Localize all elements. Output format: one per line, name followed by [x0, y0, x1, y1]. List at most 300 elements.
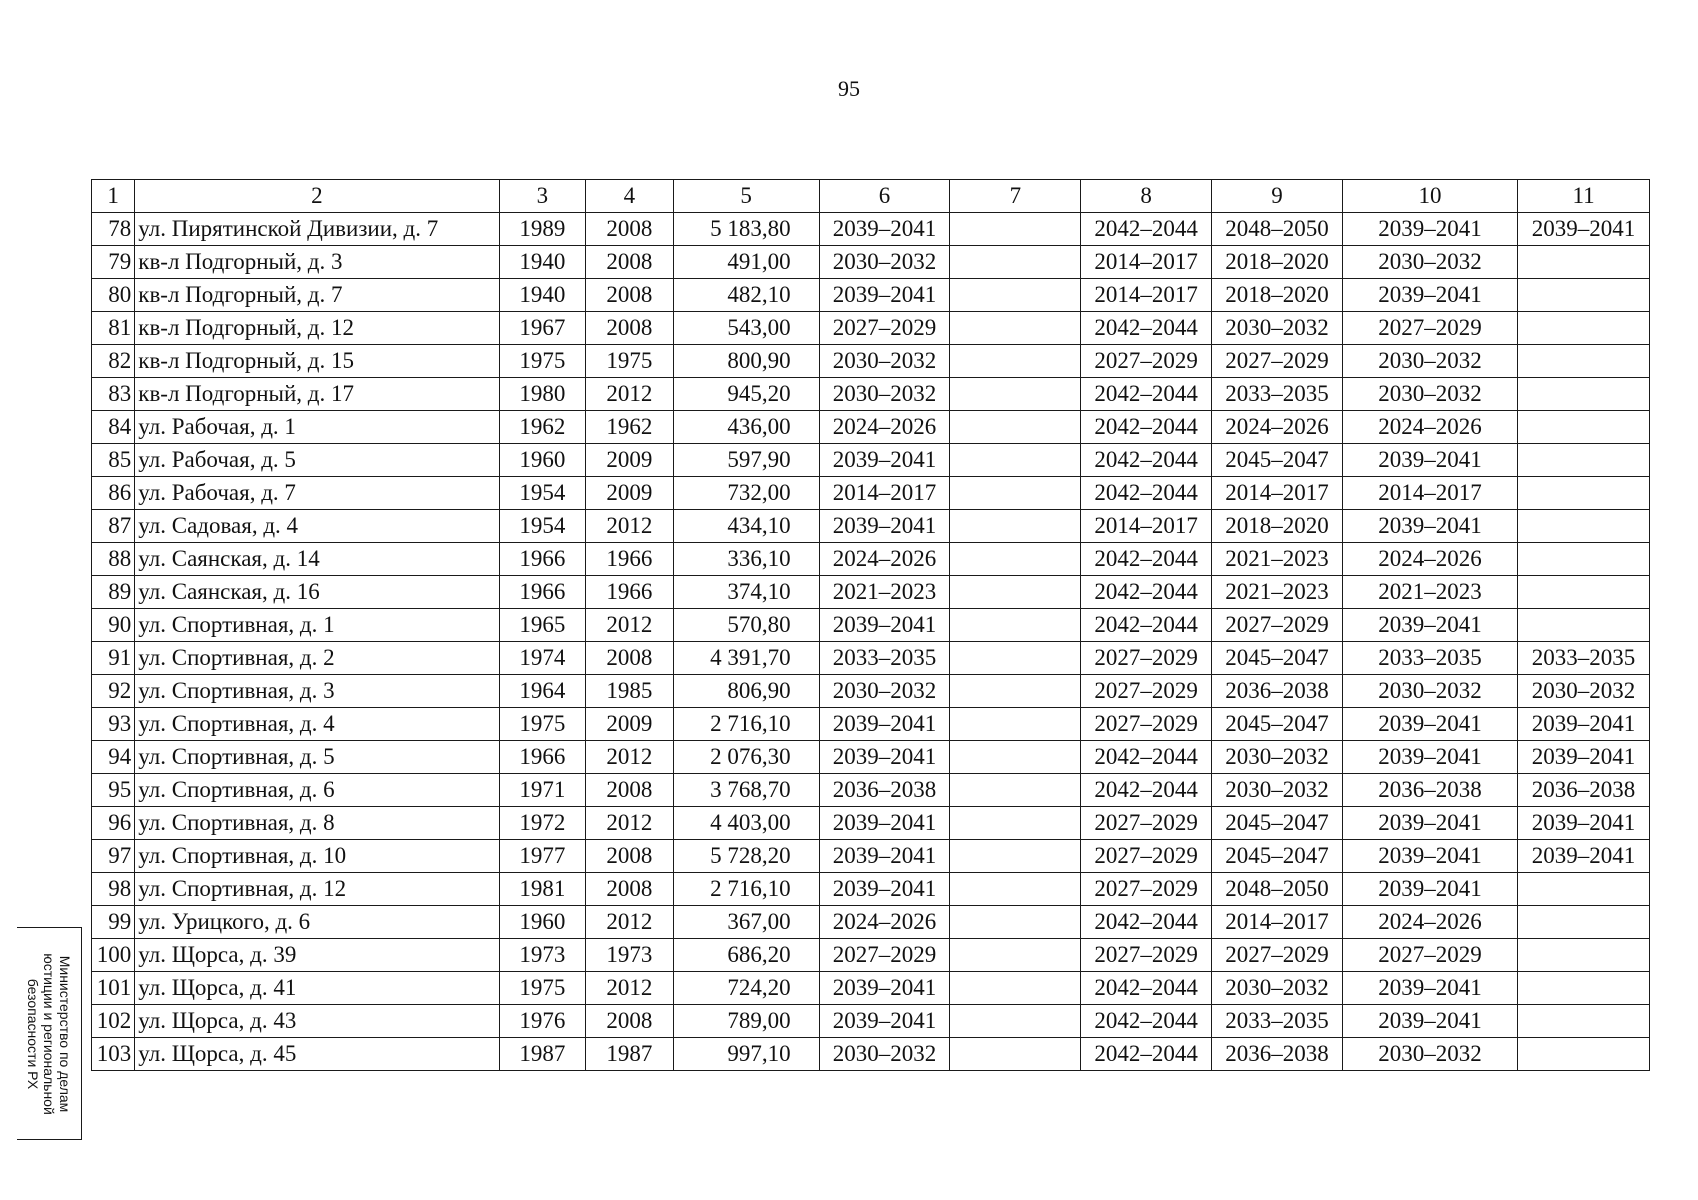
cell-year-registered: 1987 — [586, 1038, 674, 1071]
cell-year-built: 1975 — [499, 972, 586, 1005]
cell-year-built: 1965 — [499, 609, 586, 642]
cell-col-8: 2027–2029 — [1081, 345, 1212, 378]
cell-row-number: 80 — [92, 279, 135, 312]
cell-row-number: 98 — [92, 873, 135, 906]
cell-col-11 — [1518, 576, 1650, 609]
cell-area: 436,00 — [673, 411, 819, 444]
cell-year-built: 1976 — [499, 1005, 586, 1038]
cell-year-built: 1962 — [499, 411, 586, 444]
cell-row-number: 78 — [92, 213, 135, 246]
cell-col-8: 2042–2044 — [1081, 576, 1212, 609]
cell-col-8: 2042–2044 — [1081, 906, 1212, 939]
cell-col-9: 2045–2047 — [1212, 807, 1343, 840]
cell-col-10: 2039–2041 — [1342, 609, 1517, 642]
cell-year-registered: 2008 — [586, 642, 674, 675]
cell-col-11 — [1518, 1038, 1650, 1071]
table-row — [92, 906, 1650, 939]
cell-year-registered: 2012 — [586, 807, 674, 840]
cell-col-7 — [950, 906, 1081, 939]
table-row — [92, 873, 1650, 906]
cell-year-built: 1966 — [499, 576, 586, 609]
cell-year-registered: 2008 — [586, 774, 674, 807]
cell-year-registered: 2012 — [586, 378, 674, 411]
cell-year-built: 1966 — [499, 741, 586, 774]
cell-col-7 — [950, 1038, 1081, 1071]
cell-area: 543,00 — [673, 312, 819, 345]
cell-col-11 — [1518, 972, 1650, 1005]
cell-col-7 — [950, 1005, 1081, 1038]
cell-row-number: 84 — [92, 411, 135, 444]
cell-year-built: 1967 — [499, 312, 586, 345]
table-row — [92, 345, 1650, 378]
column-header-7: 7 — [950, 180, 1081, 213]
cell-row-number: 94 — [92, 741, 135, 774]
cell-year-built: 1975 — [499, 345, 586, 378]
cell-col-10: 2033–2035 — [1342, 642, 1517, 675]
cell-col-6: 2039–2041 — [819, 972, 950, 1005]
cell-year-registered: 2008 — [586, 312, 674, 345]
cell-year-registered: 2008 — [586, 279, 674, 312]
table-header — [92, 180, 1650, 213]
cell-year-registered: 1975 — [586, 345, 674, 378]
cell-year-built: 1960 — [499, 906, 586, 939]
column-header-6: 6 — [819, 180, 950, 213]
cell-address: ул. Щорса, д. 43 — [135, 1005, 499, 1038]
cell-col-6: 2039–2041 — [819, 444, 950, 477]
cell-col-11: 2039–2041 — [1518, 807, 1650, 840]
cell-row-number: 83 — [92, 378, 135, 411]
cell-col-7 — [950, 840, 1081, 873]
stamp-line: Министерство по делам — [57, 955, 73, 1112]
cell-col-8: 2042–2044 — [1081, 411, 1212, 444]
cell-col-11 — [1518, 939, 1650, 972]
cell-col-11 — [1518, 609, 1650, 642]
table-row — [92, 675, 1650, 708]
cell-year-built: 1980 — [499, 378, 586, 411]
table-row — [92, 807, 1650, 840]
cell-col-9: 2014–2017 — [1212, 477, 1343, 510]
cell-area: 5 183,80 — [673, 213, 819, 246]
cell-col-7 — [950, 477, 1081, 510]
cell-col-9: 2018–2020 — [1212, 510, 1343, 543]
cell-year-built: 1940 — [499, 246, 586, 279]
cell-col-8: 2042–2044 — [1081, 378, 1212, 411]
cell-area: 806,90 — [673, 675, 819, 708]
cell-year-built: 1966 — [499, 543, 586, 576]
cell-year-registered: 2009 — [586, 444, 674, 477]
cell-col-7 — [950, 213, 1081, 246]
cell-year-built: 1971 — [499, 774, 586, 807]
cell-row-number: 97 — [92, 840, 135, 873]
column-header-4: 4 — [586, 180, 674, 213]
cell-address: кв-л Подгорный, д. 15 — [135, 345, 499, 378]
cell-row-number: 102 — [92, 1005, 135, 1038]
cell-col-7 — [950, 312, 1081, 345]
cell-col-7 — [950, 345, 1081, 378]
cell-col-11: 2033–2035 — [1518, 642, 1650, 675]
cell-col-10: 2030–2032 — [1342, 246, 1517, 279]
cell-row-number: 101 — [92, 972, 135, 1005]
cell-row-number: 100 — [92, 939, 135, 972]
table-row — [92, 378, 1650, 411]
cell-col-8: 2042–2044 — [1081, 1038, 1212, 1071]
table-row — [92, 774, 1650, 807]
cell-year-registered: 2009 — [586, 708, 674, 741]
cell-col-11 — [1518, 411, 1650, 444]
column-header-8: 8 — [1081, 180, 1212, 213]
cell-col-8: 2027–2029 — [1081, 642, 1212, 675]
cell-col-8: 2042–2044 — [1081, 972, 1212, 1005]
cell-col-7 — [950, 543, 1081, 576]
cell-col-7 — [950, 246, 1081, 279]
cell-col-6: 2039–2041 — [819, 708, 950, 741]
header-row — [92, 180, 1650, 213]
cell-col-9: 2030–2032 — [1212, 312, 1343, 345]
cell-col-10: 2024–2026 — [1342, 543, 1517, 576]
cell-address: ул. Пирятинской Дивизии, д. 7 — [135, 213, 499, 246]
cell-col-9: 2027–2029 — [1212, 345, 1343, 378]
cell-col-9: 2014–2017 — [1212, 906, 1343, 939]
table-row — [92, 1038, 1650, 1071]
cell-area: 2 716,10 — [673, 873, 819, 906]
cell-col-8: 2042–2044 — [1081, 312, 1212, 345]
cell-col-6: 2039–2041 — [819, 741, 950, 774]
cell-area: 945,20 — [673, 378, 819, 411]
cell-col-10: 2039–2041 — [1342, 741, 1517, 774]
table-row — [92, 411, 1650, 444]
cell-col-6: 2027–2029 — [819, 312, 950, 345]
cell-col-8: 2042–2044 — [1081, 609, 1212, 642]
cell-col-6: 2030–2032 — [819, 1038, 950, 1071]
cell-year-registered: 1985 — [586, 675, 674, 708]
cell-year-registered: 2009 — [586, 477, 674, 510]
cell-address: ул. Урицкого, д. 6 — [135, 906, 499, 939]
table-row — [92, 840, 1650, 873]
cell-col-7 — [950, 510, 1081, 543]
cell-col-9: 2036–2038 — [1212, 675, 1343, 708]
cell-col-11 — [1518, 312, 1650, 345]
cell-col-11 — [1518, 873, 1650, 906]
cell-col-11 — [1518, 1005, 1650, 1038]
cell-col-6: 2030–2032 — [819, 675, 950, 708]
ministry-stamp — [17, 927, 82, 1140]
cell-address: ул. Саянская, д. 16 — [135, 576, 499, 609]
table-row — [92, 741, 1650, 774]
cell-row-number: 82 — [92, 345, 135, 378]
cell-year-registered: 2008 — [586, 1005, 674, 1038]
cell-col-8: 2027–2029 — [1081, 708, 1212, 741]
cell-area: 686,20 — [673, 939, 819, 972]
cell-col-10: 2039–2041 — [1342, 807, 1517, 840]
cell-address: кв-л Подгорный, д. 17 — [135, 378, 499, 411]
column-header-11: 11 — [1518, 180, 1650, 213]
cell-col-6: 2027–2029 — [819, 939, 950, 972]
cell-address: ул. Щорса, д. 41 — [135, 972, 499, 1005]
cell-area: 724,20 — [673, 972, 819, 1005]
column-header-1: 1 — [92, 180, 135, 213]
cell-year-registered: 1966 — [586, 576, 674, 609]
cell-col-10: 2039–2041 — [1342, 213, 1517, 246]
cell-row-number: 89 — [92, 576, 135, 609]
cell-col-8: 2042–2044 — [1081, 543, 1212, 576]
table-row — [92, 312, 1650, 345]
cell-area: 491,00 — [673, 246, 819, 279]
cell-col-7 — [950, 972, 1081, 1005]
cell-col-10: 2027–2029 — [1342, 939, 1517, 972]
cell-area: 2 716,10 — [673, 708, 819, 741]
cell-col-11 — [1518, 279, 1650, 312]
cell-area: 789,00 — [673, 1005, 819, 1038]
cell-col-11 — [1518, 444, 1650, 477]
cell-area: 374,10 — [673, 576, 819, 609]
cell-col-6: 2039–2041 — [819, 510, 950, 543]
table-row — [92, 576, 1650, 609]
cell-year-built: 1954 — [499, 477, 586, 510]
cell-row-number: 96 — [92, 807, 135, 840]
cell-col-6: 2039–2041 — [819, 609, 950, 642]
cell-col-7 — [950, 675, 1081, 708]
cell-col-10: 2030–2032 — [1342, 1038, 1517, 1071]
cell-area: 3 768,70 — [673, 774, 819, 807]
cell-year-registered: 2012 — [586, 741, 674, 774]
cell-col-10: 2039–2041 — [1342, 873, 1517, 906]
cell-col-7 — [950, 774, 1081, 807]
cell-col-11 — [1518, 378, 1650, 411]
cell-address: ул. Спортивная, д. 12 — [135, 873, 499, 906]
cell-col-11: 2039–2041 — [1518, 741, 1650, 774]
cell-year-registered: 2012 — [586, 972, 674, 1005]
cell-address: ул. Спортивная, д. 10 — [135, 840, 499, 873]
cell-col-9: 2033–2035 — [1212, 378, 1343, 411]
cell-col-6: 2021–2023 — [819, 576, 950, 609]
cell-col-10: 2024–2026 — [1342, 906, 1517, 939]
table-row — [92, 477, 1650, 510]
cell-address: ул. Рабочая, д. 5 — [135, 444, 499, 477]
cell-col-6: 2039–2041 — [819, 873, 950, 906]
cell-col-10: 2021–2023 — [1342, 576, 1517, 609]
cell-col-6: 2030–2032 — [819, 246, 950, 279]
cell-row-number: 93 — [92, 708, 135, 741]
cell-col-11 — [1518, 543, 1650, 576]
cell-year-built: 1972 — [499, 807, 586, 840]
cell-col-9: 2021–2023 — [1212, 543, 1343, 576]
cell-col-6: 2039–2041 — [819, 807, 950, 840]
table-row — [92, 972, 1650, 1005]
cell-col-8: 2027–2029 — [1081, 939, 1212, 972]
cell-year-registered: 1973 — [586, 939, 674, 972]
cell-area: 570,80 — [673, 609, 819, 642]
cell-col-8: 2042–2044 — [1081, 774, 1212, 807]
cell-col-10: 2024–2026 — [1342, 411, 1517, 444]
cell-col-11: 2039–2041 — [1518, 708, 1650, 741]
cell-year-built: 1954 — [499, 510, 586, 543]
cell-col-9: 2045–2047 — [1212, 708, 1343, 741]
cell-year-registered: 2008 — [586, 246, 674, 279]
cell-col-8: 2027–2029 — [1081, 873, 1212, 906]
cell-address: ул. Спортивная, д. 5 — [135, 741, 499, 774]
table-row — [92, 444, 1650, 477]
cell-year-built: 1940 — [499, 279, 586, 312]
cell-row-number: 95 — [92, 774, 135, 807]
cell-year-registered: 2012 — [586, 510, 674, 543]
cell-col-6: 2039–2041 — [819, 279, 950, 312]
cell-area: 800,90 — [673, 345, 819, 378]
table-row — [92, 609, 1650, 642]
cell-col-6: 2036–2038 — [819, 774, 950, 807]
cell-year-built: 1989 — [499, 213, 586, 246]
cell-col-8: 2042–2044 — [1081, 444, 1212, 477]
cell-col-10: 2039–2041 — [1342, 972, 1517, 1005]
cell-col-9: 2027–2029 — [1212, 939, 1343, 972]
table-row — [92, 279, 1650, 312]
stamp-text — [25, 931, 73, 1136]
cell-col-6: 2014–2017 — [819, 477, 950, 510]
cell-col-9: 2021–2023 — [1212, 576, 1343, 609]
cell-col-11 — [1518, 477, 1650, 510]
cell-address: ул. Спортивная, д. 3 — [135, 675, 499, 708]
cell-address: кв-л Подгорный, д. 12 — [135, 312, 499, 345]
cell-col-10: 2027–2029 — [1342, 312, 1517, 345]
cell-col-6: 2033–2035 — [819, 642, 950, 675]
cell-row-number: 90 — [92, 609, 135, 642]
cell-col-7 — [950, 642, 1081, 675]
stamp-line: юстиции и региональной — [41, 952, 57, 1115]
column-header-10: 10 — [1342, 180, 1517, 213]
cell-address: ул. Щорса, д. 45 — [135, 1038, 499, 1071]
cell-area: 482,10 — [673, 279, 819, 312]
cell-col-6: 2030–2032 — [819, 345, 950, 378]
cell-year-built: 1975 — [499, 708, 586, 741]
cell-col-10: 2039–2041 — [1342, 840, 1517, 873]
cell-area: 434,10 — [673, 510, 819, 543]
cell-col-7 — [950, 939, 1081, 972]
cell-col-7 — [950, 378, 1081, 411]
cell-year-registered: 2008 — [586, 873, 674, 906]
cell-address: ул. Саянская, д. 14 — [135, 543, 499, 576]
table-row — [92, 642, 1650, 675]
cell-address: ул. Спортивная, д. 4 — [135, 708, 499, 741]
column-header-5: 5 — [673, 180, 819, 213]
table-row — [92, 510, 1650, 543]
cell-col-11: 2039–2041 — [1518, 213, 1650, 246]
cell-area: 4 403,00 — [673, 807, 819, 840]
cell-col-8: 2042–2044 — [1081, 741, 1212, 774]
cell-col-8: 2027–2029 — [1081, 807, 1212, 840]
column-header-3: 3 — [499, 180, 586, 213]
cell-col-8: 2042–2044 — [1081, 1005, 1212, 1038]
column-header-2: 2 — [135, 180, 499, 213]
cell-row-number: 85 — [92, 444, 135, 477]
cell-year-registered: 2012 — [586, 906, 674, 939]
cell-col-9: 2048–2050 — [1212, 873, 1343, 906]
cell-col-6: 2030–2032 — [819, 378, 950, 411]
cell-row-number: 92 — [92, 675, 135, 708]
cell-col-7 — [950, 708, 1081, 741]
cell-year-built: 1973 — [499, 939, 586, 972]
cell-year-registered: 1966 — [586, 543, 674, 576]
cell-col-9: 2045–2047 — [1212, 840, 1343, 873]
cell-row-number: 88 — [92, 543, 135, 576]
cell-col-10: 2039–2041 — [1342, 279, 1517, 312]
cell-address: ул. Спортивная, д. 1 — [135, 609, 499, 642]
cell-area: 336,10 — [673, 543, 819, 576]
housing-register-table — [91, 179, 1650, 1071]
cell-col-7 — [950, 807, 1081, 840]
table-row — [92, 543, 1650, 576]
cell-col-7 — [950, 741, 1081, 774]
column-header-9: 9 — [1212, 180, 1343, 213]
cell-year-built: 1981 — [499, 873, 586, 906]
cell-col-9: 2018–2020 — [1212, 279, 1343, 312]
cell-col-9: 2036–2038 — [1212, 1038, 1343, 1071]
cell-col-6: 2039–2041 — [819, 213, 950, 246]
cell-year-built: 1987 — [499, 1038, 586, 1071]
cell-year-built: 1960 — [499, 444, 586, 477]
cell-col-9: 2048–2050 — [1212, 213, 1343, 246]
cell-address: ул. Рабочая, д. 7 — [135, 477, 499, 510]
stamp-line: безопасности РХ — [25, 978, 41, 1089]
cell-col-9: 2033–2035 — [1212, 1005, 1343, 1038]
cell-col-6: 2024–2026 — [819, 906, 950, 939]
cell-year-registered: 1962 — [586, 411, 674, 444]
cell-area: 997,10 — [673, 1038, 819, 1071]
cell-col-7 — [950, 411, 1081, 444]
cell-area: 2 076,30 — [673, 741, 819, 774]
cell-col-9: 2024–2026 — [1212, 411, 1343, 444]
table-body — [92, 213, 1650, 1071]
cell-col-7 — [950, 576, 1081, 609]
cell-year-registered: 2008 — [586, 840, 674, 873]
cell-row-number: 99 — [92, 906, 135, 939]
cell-area: 4 391,70 — [673, 642, 819, 675]
cell-col-9: 2045–2047 — [1212, 642, 1343, 675]
cell-address: ул. Садовая, д. 4 — [135, 510, 499, 543]
cell-row-number: 86 — [92, 477, 135, 510]
cell-col-11 — [1518, 906, 1650, 939]
cell-col-8: 2014–2017 — [1081, 510, 1212, 543]
cell-year-built: 1974 — [499, 642, 586, 675]
cell-col-10: 2036–2038 — [1342, 774, 1517, 807]
cell-col-10: 2030–2032 — [1342, 378, 1517, 411]
cell-area: 597,90 — [673, 444, 819, 477]
cell-area: 732,00 — [673, 477, 819, 510]
cell-col-7 — [950, 873, 1081, 906]
cell-col-11: 2030–2032 — [1518, 675, 1650, 708]
cell-col-9: 2030–2032 — [1212, 774, 1343, 807]
cell-col-10: 2039–2041 — [1342, 510, 1517, 543]
cell-col-11 — [1518, 246, 1650, 279]
cell-col-10: 2014–2017 — [1342, 477, 1517, 510]
cell-year-registered: 2008 — [586, 213, 674, 246]
cell-col-10: 2039–2041 — [1342, 444, 1517, 477]
cell-col-8: 2014–2017 — [1081, 246, 1212, 279]
table-row — [92, 246, 1650, 279]
cell-year-registered: 2012 — [586, 609, 674, 642]
page-number: 95 — [838, 76, 860, 101]
cell-row-number: 103 — [92, 1038, 135, 1071]
cell-col-11: 2036–2038 — [1518, 774, 1650, 807]
cell-row-number: 87 — [92, 510, 135, 543]
cell-col-7 — [950, 279, 1081, 312]
cell-address: ул. Рабочая, д. 1 — [135, 411, 499, 444]
cell-row-number: 79 — [92, 246, 135, 279]
cell-col-8: 2042–2044 — [1081, 477, 1212, 510]
cell-col-6: 2024–2026 — [819, 543, 950, 576]
cell-col-9: 2018–2020 — [1212, 246, 1343, 279]
cell-address: ул. Щорса, д. 39 — [135, 939, 499, 972]
cell-col-7 — [950, 609, 1081, 642]
cell-col-7 — [950, 444, 1081, 477]
